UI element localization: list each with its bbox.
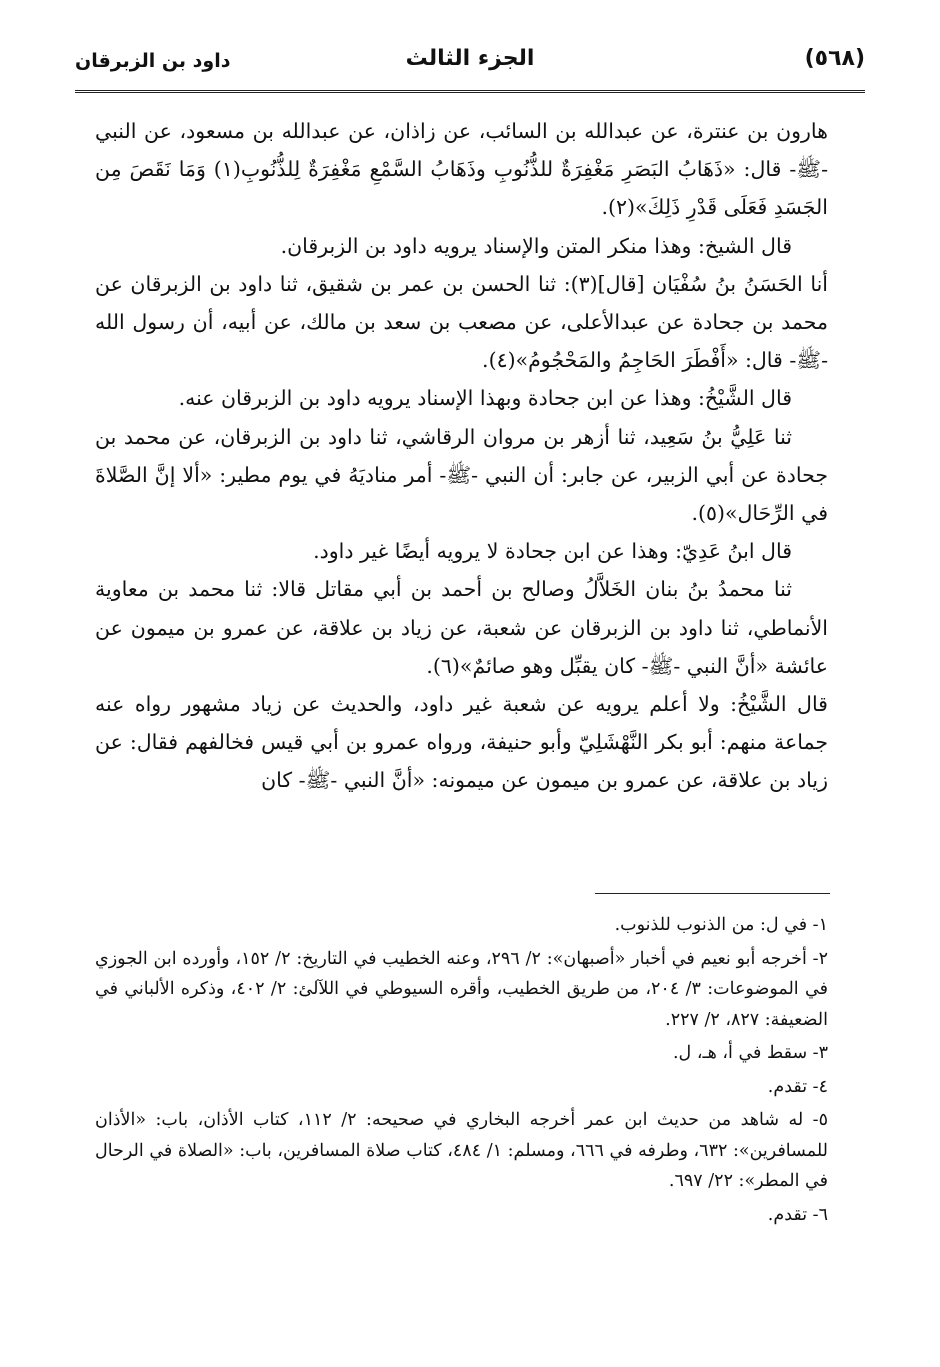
main-text <box>95 112 828 800</box>
footnotes <box>95 910 828 1233</box>
page-header <box>75 40 865 93</box>
footnote: ٣- سقط في أ، هـ، ل. <box>672 1043 828 1063</box>
footnote: ٦- تقدم. <box>767 1204 828 1225</box>
footnote: ٥- له شاهد من حديث ابن عمر أخرجه البخاري في صحيحه: ٢/ ١١٢، كتاب الأذان، باب: «الأذان للمسافرين»: ٦٣٢، وطرفه في ٦٦٦، ومسلم: ١/ ٤٨٤، كتاب صلاة المسافرين، باب: «الصلاة في الرحال في المطر»: ٢٢/ ٦٩٧. <box>95 1110 828 1191</box>
paragraph: ثنا عَلِيُّ بنُ سَعِيد، ثنا أزهر بن مروان الرقاشي، ثنا داود بن الزبرقان، عن محمد بن جحادة عن أبي الزبير، عن جابر: أن النبي -ﷺ- أمر مناديَهُ في يوم مطير: «ألا إنَّ الصَّلاةَ في الرِّحَال»(٥). <box>95 424 828 526</box>
paragraph: ثنا محمدُ بنُ بنان الخَلاَّلُ وصالح بن أحمد بن أبي مقاتل قالا: ثنا محمد بن معاوية الأنماطي، ثنا داود بن الزبرقان عن شعبة، عن زياد بن علاقة، عن عمرو بن ميمون عن عائشة «أنَّ النبي -ﷺ- كان يقبِّل وهو صائمٌ»(٦). <box>95 577 828 678</box>
paragraph: قال الشَّيْخُ: وهذا عن ابن جحادة وبهذا الإسناد يرويه داود بن الزبرقان عنه. <box>178 386 792 411</box>
paragraph: أنا الحَسَنُ بنُ سُفْيَان [قال](٣): ثنا الحسن بن عمر بن شقيق، ثنا داود بن الزبرقان عن محمد بن جحادة عن عبدالأعلى، عن مصعب بن سعد بن مالك، عن أبيه، أن رسول الله -ﷺ- قال: «أَفْطَرَ الحَاجِمُ والمَحْجُومُ»(٤). <box>95 271 828 373</box>
paragraph: قال الشيخ: وهذا منكر المتن والإسناد يرويه داود بن الزبرقان. <box>280 233 792 258</box>
footnote: ٢- أخرجه أبو نعيم في أخبار «أصبهان»: ٢/ ٢٩٦، وعنه الخطيب في التاريخ: ٢/ ١٥٢، وأورده ابن الجوزي في الموضوعات: ٣/ ٢٠٤، من طريق الخطيب، وأقره السيوطي في اللآلئ: ٢/ ٤٠٢، وذكره الألباني في الضعيفة: ٨٢٧، ٢/ ٢٢٧. <box>95 948 828 1030</box>
page-number: (٥٦٨) <box>804 46 865 71</box>
footnote: ١- في ل: من الذنوب للذنوب. <box>614 915 828 935</box>
paragraph: قال الشَّيْخُ: ولا أعلم يرويه عن شعبة غير داود، والحديث عن زياد مشهور رواه عنه جماعة منهم: أبو بكر النَّهْشَلِيّ وأبو حنيفة، ورواه عمرو بن أبي قيس فخالفهم فقال: عن زياد بن علاقة، عن عمرو بن ميمون عن ميمونه: «أنَّ النبي -ﷺ- كان <box>95 692 828 793</box>
footnote: ٤- تقدم. <box>767 1076 828 1097</box>
volume-title: الجزء الثالث <box>405 46 535 71</box>
chapter-title: داود بن الزبرقان <box>75 50 231 72</box>
paragraph: هارون بن عنترة، عن عبدالله بن السائب، عن زاذان، عن عبدالله بن مسعود، عن النبي -ﷺ- قال: «ذَهَابُ البَصَرِ مَغْفِرَةٌ للذُّنُوبِ وذَهَابُ السَّمْعِ مَغْفِرَةٌ لِلذُّنُوبِ(١) وَمَا نَقَصَ مِن الجَسَدِ فَعَلَى قَدْرِ ذَلِكَ»(٢). <box>95 119 828 220</box>
footnote-separator <box>595 893 830 894</box>
paragraph: قال ابنُ عَدِيّ: وهذا عن ابن جحادة لا يرويه أيضًا غير داود. <box>313 539 792 564</box>
